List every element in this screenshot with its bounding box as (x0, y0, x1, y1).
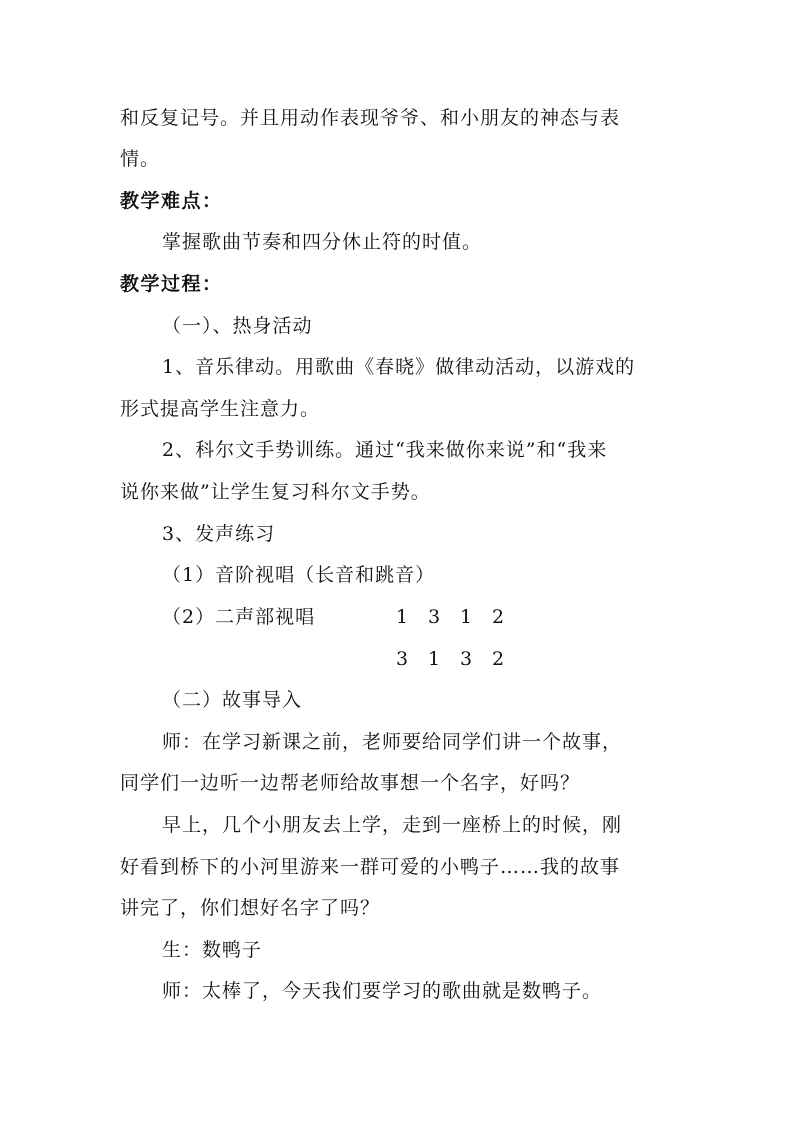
list-item-continued: 形式提高学生注意力。 (120, 398, 321, 420)
list-item: 1、音乐律动。用歌曲《春晓》做律动活动，以游戏的 (162, 356, 636, 378)
notation-note: 3 (396, 648, 409, 670)
heading-teaching-difficulty: 教学难点： (120, 190, 223, 212)
dialogue-line-continued: 同学们一边听一边帮老师给故事想一个名字，好吗？ (120, 772, 581, 794)
notation-note: 3 (460, 648, 473, 670)
notation-note: 1 (460, 606, 473, 628)
dialogue-line: 师：太棒了，今天我们要学习的歌曲就是数鸭子。 (162, 980, 603, 1002)
notation-note: 1 (396, 606, 409, 628)
sub-item: （2）二声部视唱 (162, 606, 316, 628)
notation-note: 3 (428, 606, 441, 628)
notation-note: 1 (428, 648, 441, 670)
notation-note: 2 (492, 648, 505, 670)
section-heading: （一）、热身活动 (162, 315, 313, 337)
paragraph-line: 和反复记号。并且用动作表现爷爷、和小朋友的神态与表 (120, 107, 621, 129)
paragraph-line: 情。 (120, 148, 161, 170)
story-line: 讲完了，你们想好名字了吗？ (120, 897, 381, 919)
dialogue-line: 师：在学习新课之前，老师要给同学们讲一个故事， (162, 731, 623, 753)
sub-item: （1）音阶视唱（长音和跳音） (162, 564, 436, 586)
difficulty-text: 掌握歌曲节奏和四分休止符的时值。 (162, 231, 483, 253)
heading-teaching-process: 教学过程： (120, 273, 223, 295)
story-line: 早上，几个小朋友去上学，走到一座桥上的时候，刚 (162, 814, 623, 836)
dialogue-line: 生：数鸭子 (162, 939, 263, 961)
notation-note: 2 (492, 606, 505, 628)
list-item: 3、发声练习 (162, 523, 276, 545)
story-line: 好看到桥下的小河里游来一群可爱的小鸭子……我的故事 (120, 856, 621, 878)
section-heading: （二）故事导入 (162, 689, 303, 711)
list-item: 2、科尔文手势训练。通过“我来做你来说”和“我来 (162, 439, 608, 461)
list-item-continued: 说你来做”让学生复习科尔文手势。 (120, 481, 431, 503)
